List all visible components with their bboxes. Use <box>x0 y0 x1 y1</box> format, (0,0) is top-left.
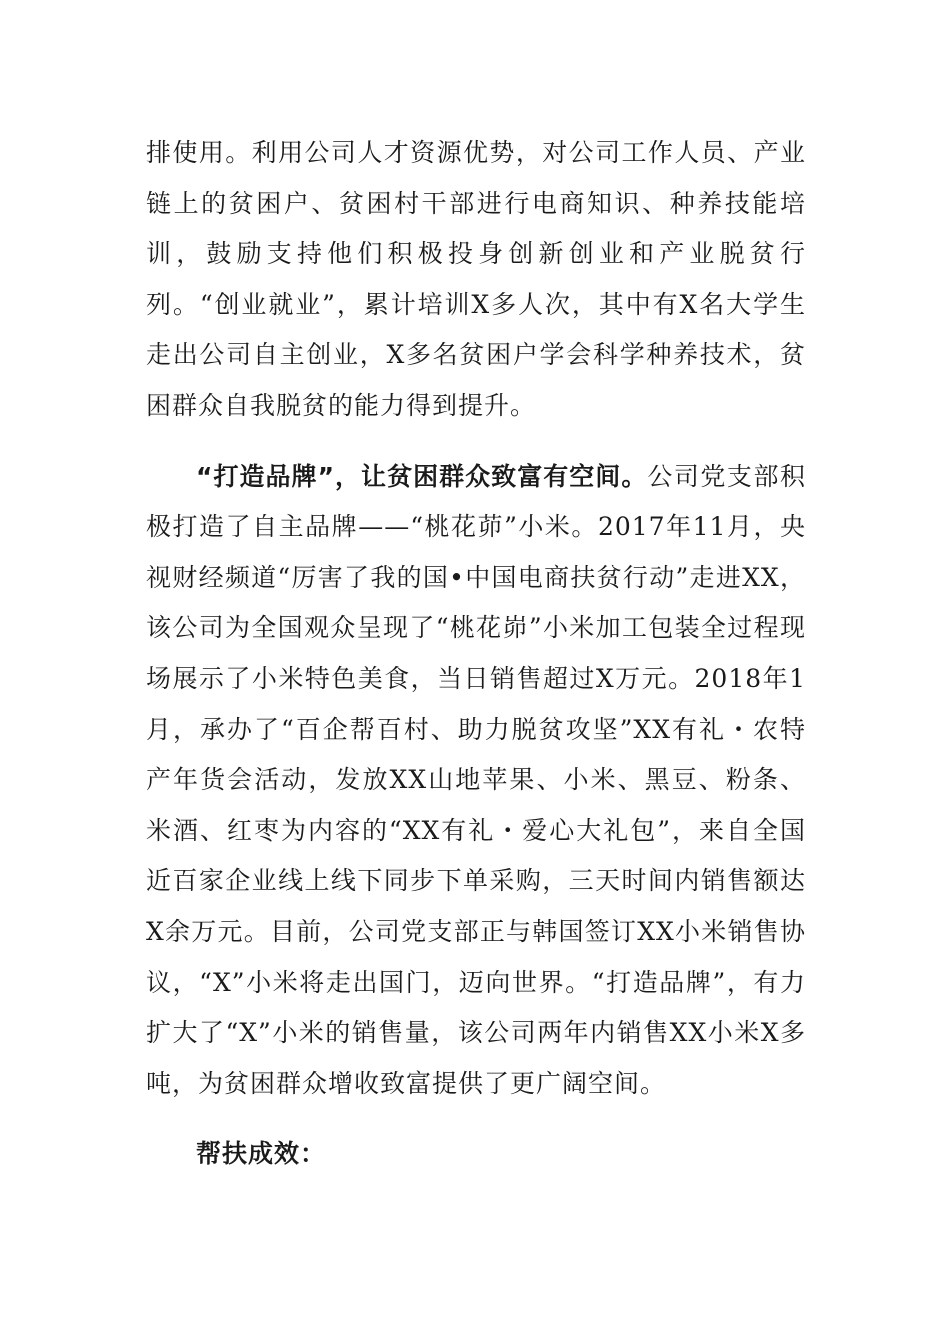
document-body <box>146 128 806 1180</box>
paragraph-branding <box>146 452 806 1110</box>
paragraph-branding-lead: “打造品牌”，让贫困群众致富有空间。 <box>196 461 648 491</box>
paragraph-training: 排使用。利用公司人才资源优势，对公司工作人员、产业链上的贫困户、贫困村干部进行电商知识、种养技能培训，鼓励支持他们积极投身创新创业和产业脱贫行列。“创业就业”，累计培训X多人次，其中有X名大学生走出公司自主创业，X多名贫困户学会科学种养技术，贫困群众自我脱贫的能力得到提升。 <box>146 138 806 420</box>
section-heading-results: 帮扶成效： <box>196 1139 327 1169</box>
paragraph-branding-body: 公司党支部积极打造了自主品牌——“桃花茆”小米。2017年11月，央视财经频道“厉害了我的国•中国电商扶贫行动”走进XX，该公司为全国观众呈现了“桃花峁”小米加工包装全过程现场展示了小米特色美食，当日销售超过X万元。2018年1月，承办了“百企帮百村、助力脱贫攻坚”XX有礼・农特产年货会活动，发放XX山地苹果、小米、黑豆、粉条、米酒、红枣为内容的“XX有礼・爱心大礼包”，来自全国近百家企业线上线下同步下单采购，三天时间内销售额达X余万元。目前，公司党支部正与韩国签订XX小米销售协议，“X”小米将走出国门，迈向世界。“打造品牌”，有力扩大了“X”小米的销售量，该公司两年内销售XX小米X多吨，为贫困群众增收致富提供了更广阔空间。 <box>146 461 806 1098</box>
